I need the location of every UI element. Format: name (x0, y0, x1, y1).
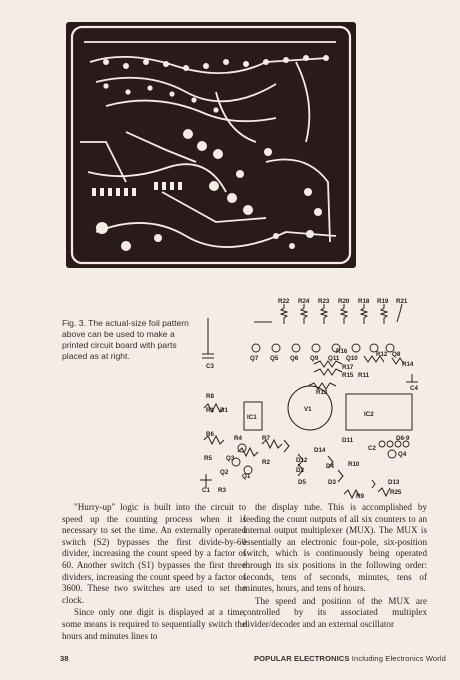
label-r19: R19 (377, 298, 389, 305)
label-r11: R11 (358, 372, 370, 379)
label-r24: R24 (298, 298, 310, 305)
label-d3: D3 (328, 479, 336, 486)
label-c2: C2 (368, 445, 376, 452)
label-q11: Q11 (328, 355, 340, 362)
label-d11: D11 (342, 437, 354, 444)
label-c4: C4 (410, 385, 418, 392)
label-ic1: IC1 (247, 414, 257, 421)
label-q8: Q8 (392, 351, 401, 358)
label-q7: Q7 (250, 355, 259, 362)
paragraph: The speed and position of the MUX are controlled by its associated multiplex divider/decoder and an external oscillator (243, 595, 427, 629)
label-r17: R17 (342, 364, 354, 371)
magazine-name: POPULAR ELECTRONICS (254, 654, 350, 663)
label-d13: D13 (388, 479, 400, 486)
pcb-traces (66, 22, 356, 268)
label-q4: Q4 (398, 451, 407, 458)
label-r5: R5 (204, 455, 212, 462)
label-ic2: IC2 (364, 411, 374, 418)
label-r16: R16 (336, 348, 348, 355)
label-d5: D5 (298, 479, 306, 486)
label-r2: R2 (262, 459, 270, 466)
label-q2: Q2 (220, 469, 229, 476)
label-r1: R1 (206, 407, 214, 414)
label-r15: R15 (342, 372, 354, 379)
label-r9: R9 (356, 493, 364, 500)
label-r20: R20 (338, 298, 350, 305)
body-column-right (243, 502, 427, 631)
label-r7: R7 (262, 435, 270, 442)
label-q1: Q1 (242, 473, 251, 480)
figure-caption: Fig. 3. The actual-size foil pattern above can be used to make a printed circuit board with parts placed as at right. (62, 318, 189, 361)
label-d2: D2 (296, 467, 304, 474)
pcb-foil-pattern (66, 22, 356, 268)
paragraph: the display tube. This is accomplished by feeding the count outputs of all six counters to an internal output multiplexer (MUX). The MUX is essentially an electronic four-pole, six-position switch, which is continuously being operated through its six positions in the following order: seconds, tens of seconds, minutes, tens of minutes, hours, and tens of hours. (243, 502, 427, 594)
label-r8: R8 (206, 393, 214, 400)
label-c3: C3 (206, 363, 214, 370)
label-r22: R22 (278, 298, 290, 305)
label-q3: Q3 (226, 455, 235, 462)
label-r25: R25 (390, 489, 402, 496)
parts-placement-diagram (196, 294, 422, 502)
label-q5: Q5 (270, 355, 279, 362)
label-c1: C1 (202, 487, 210, 494)
label-r14: R14 (402, 361, 414, 368)
label-v1: V1 (304, 406, 312, 413)
label-r18: R18 (358, 298, 370, 305)
label-r4: R4 (234, 435, 242, 442)
label-d1: D1 (220, 407, 228, 414)
label-r12: R12 (376, 351, 388, 358)
label-d6-9: D6-9 (396, 435, 410, 442)
running-footer (254, 654, 446, 663)
label-q6: Q6 (290, 355, 299, 362)
body-column-left (62, 502, 246, 642)
label-r13: R13 (316, 389, 328, 396)
label-r3: R3 (218, 487, 226, 494)
label-d14: D14 (314, 447, 326, 454)
label-d4: D4 (326, 463, 334, 470)
label-d12: D12 (296, 457, 308, 464)
label-q10: Q10 (346, 355, 358, 362)
paragraph: "Hurry-up" logic is built into the circuit to speed up the counting process when it is necessary to set the time. An externally operated switch (S2) bypasses the first divide-by-60 divider, increasing the count speed by a factor of 60. Another switch (S1) bypasses the first three dividers, increasing the count speed by a factor of 3600. These two switches are used to set the clock. (62, 502, 246, 605)
label-r23: R23 (318, 298, 330, 305)
label-q9: Q9 (310, 355, 319, 362)
parts-placement-svg (196, 294, 422, 502)
label-r21: R21 (396, 298, 408, 305)
label-r6: R6 (206, 431, 214, 438)
paragraph: Since only one digit is displayed at a time, some means is required to sequentially switch the hours and minutes lines to (62, 607, 246, 641)
page-number: 38 (60, 654, 69, 663)
label-r10: R10 (348, 461, 360, 468)
magazine-suffix: Including Electronics World (351, 654, 446, 663)
